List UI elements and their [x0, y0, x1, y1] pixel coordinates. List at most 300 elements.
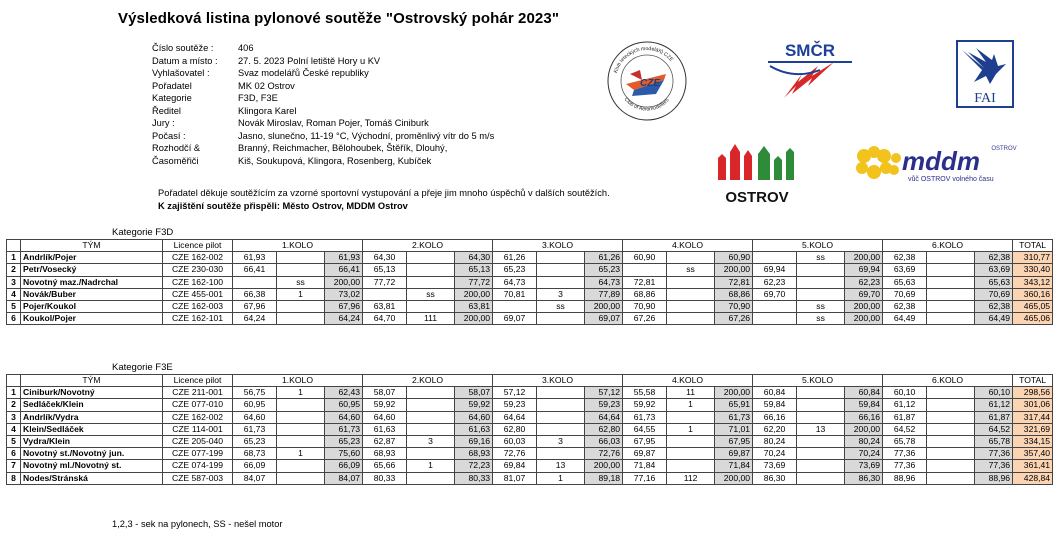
- table-row: [7, 313, 1053, 325]
- round-time-cell: 69,84: [493, 460, 537, 472]
- round-penalty-cell: [797, 411, 845, 423]
- round-sum-cell: 59,84: [845, 399, 883, 411]
- round-time-cell: 69,07: [493, 313, 537, 325]
- round-penalty-cell: [667, 313, 715, 325]
- round-penalty-cell: [277, 313, 325, 325]
- team-cell: Sedláček/Klein: [21, 399, 163, 411]
- round-time-cell: 64,70: [363, 313, 407, 325]
- total-cell: 465,05: [1013, 300, 1053, 312]
- round-time-cell: 72,81: [623, 276, 667, 288]
- round-penalty-cell: [277, 435, 325, 447]
- header-round: 5.KOLO: [753, 240, 883, 252]
- round-time-cell: 60,10: [883, 387, 927, 399]
- round-time-cell: 69,70: [753, 288, 797, 300]
- round-time-cell: 77,36: [883, 448, 927, 460]
- round-penalty-cell: [797, 435, 845, 447]
- round-time-cell: 69,87: [623, 448, 667, 460]
- round-penalty-cell: [797, 472, 845, 484]
- round-penalty-cell: [927, 252, 975, 264]
- round-penalty-cell: ss: [797, 252, 845, 264]
- round-sum-cell: 200,00: [845, 313, 883, 325]
- round-sum-cell: 65,13: [455, 264, 493, 276]
- thanks-line: K zajištění soutěže přispěli: Město Ostrov, MDDM Ostrov: [158, 201, 408, 211]
- round-time-cell: 70,24: [753, 448, 797, 460]
- round-time-cell: 62,87: [363, 435, 407, 447]
- round-sum-cell: 73,69: [845, 460, 883, 472]
- round-penalty-cell: [277, 423, 325, 435]
- info-value: Novák Miroslav, Roman Pojer, Tomáš Ciniburk: [238, 118, 429, 128]
- round-sum-cell: 66,09: [325, 460, 363, 472]
- round-time-cell: 59,84: [753, 399, 797, 411]
- round-sum-cell: 59,23: [585, 399, 623, 411]
- round-sum-cell: 69,87: [715, 448, 753, 460]
- footnote: 1,2,3 - sek na pylonech, SS - nešel motor: [112, 519, 283, 529]
- round-sum-cell: 59,92: [455, 399, 493, 411]
- licence-cell: CZE 587-003: [163, 472, 233, 484]
- round-time-cell: 59,23: [493, 399, 537, 411]
- round-sum-cell: 64,30: [455, 252, 493, 264]
- total-cell: 298,56: [1013, 387, 1053, 399]
- round-sum-cell: 77,36: [975, 460, 1013, 472]
- round-time-cell: 62,20: [753, 423, 797, 435]
- round-penalty-cell: [407, 411, 455, 423]
- round-sum-cell: 61,26: [585, 252, 623, 264]
- round-time-cell: 77,36: [883, 460, 927, 472]
- rank-cell: 6: [7, 313, 21, 325]
- table-row: [7, 460, 1053, 472]
- rank-cell: 6: [7, 448, 21, 460]
- round-sum-cell: 61,73: [325, 423, 363, 435]
- round-penalty-cell: [667, 252, 715, 264]
- round-time-cell: [623, 264, 667, 276]
- round-penalty-cell: ss: [797, 313, 845, 325]
- header-round: 1.KOLO: [233, 375, 363, 387]
- round-penalty-cell: [927, 276, 975, 288]
- round-time-cell: 64,64: [493, 411, 537, 423]
- info-value: Kiš, Soukupová, Klingora, Rosenberg, Kubíček: [238, 155, 432, 166]
- round-sum-cell: 61,73: [715, 411, 753, 423]
- rank-cell: 7: [7, 460, 21, 472]
- cze-ring-text: Klub leteckých modelářů CZE: [613, 45, 675, 74]
- header-rank: [7, 375, 21, 387]
- round-penalty-cell: [407, 399, 455, 411]
- category-f3e-title: Kategorie F3E: [112, 362, 173, 373]
- round-penalty-cell: ss: [797, 300, 845, 312]
- round-penalty-cell: [277, 264, 325, 276]
- round-sum-cell: 200,00: [585, 300, 623, 312]
- round-penalty-cell: [797, 399, 845, 411]
- round-time-cell: 69,94: [753, 264, 797, 276]
- team-cell: Andrlík/Pojer: [21, 252, 163, 264]
- round-penalty-cell: 1: [667, 423, 715, 435]
- rank-cell: 4: [7, 423, 21, 435]
- round-sum-cell: 70,69: [975, 288, 1013, 300]
- round-time-cell: 64,60: [233, 411, 277, 423]
- rank-cell: 8: [7, 472, 21, 484]
- info-label: Jury :: [152, 118, 175, 128]
- round-time-cell: 61,26: [493, 252, 537, 264]
- rank-cell: 3: [7, 411, 21, 423]
- round-sum-cell: 72,23: [455, 460, 493, 472]
- round-penalty-cell: [407, 472, 455, 484]
- total-cell: 334,15: [1013, 435, 1053, 447]
- licence-cell: CZE 230-030: [163, 264, 233, 276]
- round-sum-cell: 64,64: [585, 411, 623, 423]
- round-penalty-cell: [797, 387, 845, 399]
- round-time-cell: 71,84: [623, 460, 667, 472]
- header-team: TÝM: [21, 375, 163, 387]
- round-penalty-cell: [667, 300, 715, 312]
- header-licence: Licence pilot: [163, 375, 233, 387]
- round-penalty-cell: [537, 387, 585, 399]
- licence-cell: CZE 077-010: [163, 399, 233, 411]
- round-penalty-cell: [277, 399, 325, 411]
- table-header-row: [7, 240, 1053, 252]
- header-round: 3.KOLO: [493, 375, 623, 387]
- licence-cell: CZE 455-001: [163, 288, 233, 300]
- round-penalty-cell: [407, 264, 455, 276]
- round-penalty-cell: 111: [407, 313, 455, 325]
- total-cell: 321,69: [1013, 423, 1053, 435]
- round-time-cell: 62,38: [883, 300, 927, 312]
- round-sum-cell: 66,41: [325, 264, 363, 276]
- round-time-cell: 81,07: [493, 472, 537, 484]
- round-penalty-cell: [797, 288, 845, 300]
- round-penalty-cell: 3: [537, 288, 585, 300]
- round-sum-cell: 200,00: [715, 387, 753, 399]
- round-time-cell: 66,09: [233, 460, 277, 472]
- total-cell: 361,41: [1013, 460, 1053, 472]
- rank-cell: 5: [7, 435, 21, 447]
- round-penalty-cell: [407, 423, 455, 435]
- info-value: Klingora Karel: [238, 105, 297, 116]
- round-sum-cell: 200,00: [325, 276, 363, 288]
- rank-cell: 2: [7, 399, 21, 411]
- round-sum-cell: 80,24: [845, 435, 883, 447]
- round-sum-cell: 68,86: [715, 288, 753, 300]
- round-time-cell: 64,55: [623, 423, 667, 435]
- round-time-cell: 67,96: [233, 300, 277, 312]
- page-title: Výsledková listina pylonové soutěže "Ostrovský pohár 2023": [118, 10, 560, 27]
- header-round: 2.KOLO: [363, 375, 493, 387]
- round-sum-cell: 89,18: [585, 472, 623, 484]
- info-label: Datum a místo :: [152, 55, 218, 66]
- round-time-cell: 61,87: [883, 411, 927, 423]
- round-penalty-cell: 1: [407, 460, 455, 472]
- table-row: [7, 276, 1053, 288]
- round-sum-cell: 200,00: [845, 300, 883, 312]
- round-time-cell: 62,23: [753, 276, 797, 288]
- round-penalty-cell: [407, 448, 455, 460]
- round-time-cell: 70,69: [883, 288, 927, 300]
- team-cell: Ciniburk/Novotný: [21, 387, 163, 399]
- fai-logo: [956, 40, 1014, 108]
- round-penalty-cell: 1: [667, 399, 715, 411]
- round-sum-cell: 60,90: [715, 252, 753, 264]
- round-penalty-cell: [537, 399, 585, 411]
- info-value: MK 02 Ostrov: [238, 80, 295, 91]
- round-sum-cell: 200,00: [585, 460, 623, 472]
- round-sum-cell: 60,95: [325, 399, 363, 411]
- round-penalty-cell: [797, 460, 845, 472]
- fai-text: FAI: [974, 91, 996, 106]
- info-label: Kategorie: [152, 93, 192, 103]
- round-sum-cell: 65,78: [975, 435, 1013, 447]
- round-penalty-cell: [797, 264, 845, 276]
- round-sum-cell: 73,02: [325, 288, 363, 300]
- round-time-cell: 55,58: [623, 387, 667, 399]
- header-round: 5.KOLO: [753, 375, 883, 387]
- round-time-cell: 59,92: [363, 399, 407, 411]
- header-team: TÝM: [21, 240, 163, 252]
- table-row: [7, 387, 1053, 399]
- mddm-tagline: vůč OSTROV volného času: [908, 176, 994, 183]
- round-sum-cell: 69,16: [455, 435, 493, 447]
- round-time-cell: 61,12: [883, 399, 927, 411]
- round-time-cell: 60,03: [493, 435, 537, 447]
- round-penalty-cell: [407, 300, 455, 312]
- round-sum-cell: 70,90: [715, 300, 753, 312]
- round-time-cell: 61,93: [233, 252, 277, 264]
- header-total: TOTAL: [1013, 375, 1053, 387]
- thanks-line: Pořadatel děkuje soutěžícím za vzorné sportovní vystupování a přeje jim mnoho úspěchů v dalších soutěžích.: [158, 188, 610, 198]
- round-time-cell: 66,16: [753, 411, 797, 423]
- table-row: [7, 252, 1053, 264]
- info-label: Počasí :: [152, 130, 186, 141]
- round-penalty-cell: [927, 411, 975, 423]
- rank-cell: 1: [7, 252, 21, 264]
- round-time-cell: 65,63: [883, 276, 927, 288]
- rank-cell: 5: [7, 300, 21, 312]
- round-time-cell: 57,12: [493, 387, 537, 399]
- round-time-cell: 60,90: [623, 252, 667, 264]
- info-value: 406: [238, 43, 254, 53]
- team-cell: Novotný ml./Novotný st.: [21, 460, 163, 472]
- round-sum-cell: 62,38: [975, 300, 1013, 312]
- round-sum-cell: 57,12: [585, 387, 623, 399]
- rank-cell: 3: [7, 276, 21, 288]
- round-sum-cell: 64,73: [585, 276, 623, 288]
- team-cell: Novotný st./Novotný jun.: [21, 448, 163, 460]
- licence-cell: CZE 211-001: [163, 387, 233, 399]
- round-sum-cell: 77,89: [585, 288, 623, 300]
- team-cell: Novák/Buber: [21, 288, 163, 300]
- round-sum-cell: 72,76: [585, 448, 623, 460]
- round-penalty-cell: [927, 313, 975, 325]
- round-time-cell: 88,96: [883, 472, 927, 484]
- header-rank: [7, 240, 21, 252]
- header-round: 6.KOLO: [883, 240, 1013, 252]
- licence-cell: CZE 114-001: [163, 423, 233, 435]
- header-round: 4.KOLO: [623, 240, 753, 252]
- header-round: 2.KOLO: [363, 240, 493, 252]
- team-cell: Klein/Sedláček: [21, 423, 163, 435]
- round-sum-cell: 62,80: [585, 423, 623, 435]
- header-total: TOTAL: [1013, 240, 1053, 252]
- round-time-cell: 58,07: [363, 387, 407, 399]
- round-time-cell: [753, 300, 797, 312]
- cze-bottom-text: Club of Aeromodellers: [622, 96, 671, 113]
- round-time-cell: 64,24: [233, 313, 277, 325]
- total-cell: 343,12: [1013, 276, 1053, 288]
- round-sum-cell: 68,93: [455, 448, 493, 460]
- round-penalty-cell: 11: [667, 387, 715, 399]
- rank-cell: 1: [7, 387, 21, 399]
- round-sum-cell: 63,81: [455, 300, 493, 312]
- round-penalty-cell: [537, 423, 585, 435]
- round-time-cell: 64,73: [493, 276, 537, 288]
- round-time-cell: 65,78: [883, 435, 927, 447]
- round-sum-cell: 61,93: [325, 252, 363, 264]
- team-cell: Nodes/Stránská: [21, 472, 163, 484]
- round-sum-cell: 88,96: [975, 472, 1013, 484]
- round-time-cell: 68,93: [363, 448, 407, 460]
- round-time-cell: 84,07: [233, 472, 277, 484]
- round-sum-cell: 66,03: [585, 435, 623, 447]
- header-round: 1.KOLO: [233, 240, 363, 252]
- total-cell: 357,40: [1013, 448, 1053, 460]
- round-time-cell: 86,30: [753, 472, 797, 484]
- round-time-cell: 66,38: [233, 288, 277, 300]
- info-value: F3D, F3E: [238, 93, 278, 103]
- round-sum-cell: 75,60: [325, 448, 363, 460]
- round-sum-cell: 60,10: [975, 387, 1013, 399]
- round-time-cell: 67,26: [623, 313, 667, 325]
- round-penalty-cell: [927, 460, 975, 472]
- round-penalty-cell: [797, 276, 845, 288]
- round-time-cell: 61,73: [623, 411, 667, 423]
- round-penalty-cell: [927, 387, 975, 399]
- round-time-cell: 64,30: [363, 252, 407, 264]
- round-penalty-cell: 1: [277, 387, 325, 399]
- round-penalty-cell: [667, 288, 715, 300]
- round-sum-cell: 58,07: [455, 387, 493, 399]
- round-penalty-cell: [667, 276, 715, 288]
- round-time-cell: 64,52: [883, 423, 927, 435]
- round-penalty-cell: [797, 448, 845, 460]
- total-cell: 310,77: [1013, 252, 1053, 264]
- licence-cell: CZE 077-199: [163, 448, 233, 460]
- round-penalty-cell: [927, 399, 975, 411]
- round-penalty-cell: 13: [797, 423, 845, 435]
- round-sum-cell: 72,81: [715, 276, 753, 288]
- round-time-cell: 59,92: [623, 399, 667, 411]
- round-time-cell: 80,24: [753, 435, 797, 447]
- round-time-cell: 64,49: [883, 313, 927, 325]
- table-row: [7, 423, 1053, 435]
- round-sum-cell: 60,84: [845, 387, 883, 399]
- round-sum-cell: 64,52: [975, 423, 1013, 435]
- round-penalty-cell: 13: [537, 460, 585, 472]
- round-sum-cell: 61,12: [975, 399, 1013, 411]
- round-penalty-cell: [277, 252, 325, 264]
- round-sum-cell: 62,38: [975, 252, 1013, 264]
- total-cell: 360,16: [1013, 288, 1053, 300]
- round-sum-cell: 65,91: [715, 399, 753, 411]
- table-header-row: [7, 375, 1053, 387]
- round-sum-cell: 77,36: [975, 448, 1013, 460]
- info-value: Branný, Reichmacher, Bělohoubek, Štěřík, Dlouhý,: [238, 143, 448, 153]
- info-values: [238, 42, 494, 167]
- round-penalty-cell: ss: [407, 288, 455, 300]
- round-time-cell: 70,81: [493, 288, 537, 300]
- total-cell: 301,06: [1013, 399, 1053, 411]
- round-sum-cell: 200,00: [715, 264, 753, 276]
- round-penalty-cell: [277, 460, 325, 472]
- round-sum-cell: 200,00: [715, 472, 753, 484]
- smcr-logo: [764, 40, 856, 100]
- round-sum-cell: 62,43: [325, 387, 363, 399]
- round-sum-cell: 65,23: [585, 264, 623, 276]
- round-sum-cell: 200,00: [845, 423, 883, 435]
- round-time-cell: 65,23: [493, 264, 537, 276]
- licence-cell: CZE 162-003: [163, 300, 233, 312]
- info-label: Ředitel: [152, 105, 181, 116]
- round-penalty-cell: [927, 288, 975, 300]
- round-penalty-cell: [667, 411, 715, 423]
- header-licence: Licence pilot: [163, 240, 233, 252]
- round-time-cell: 60,84: [753, 387, 797, 399]
- round-sum-cell: 65,63: [975, 276, 1013, 288]
- round-penalty-cell: 1: [277, 448, 325, 460]
- team-cell: Petr/Vosecký: [21, 264, 163, 276]
- round-time-cell: 68,73: [233, 448, 277, 460]
- round-sum-cell: 64,60: [325, 411, 363, 423]
- round-time-cell: 60,95: [233, 399, 277, 411]
- round-penalty-cell: [927, 448, 975, 460]
- round-penalty-cell: [927, 300, 975, 312]
- licence-cell: CZE 162-002: [163, 252, 233, 264]
- round-sum-cell: 66,16: [845, 411, 883, 423]
- team-cell: Novotný maz./Nadrchal: [21, 276, 163, 288]
- round-penalty-cell: ss: [277, 276, 325, 288]
- round-time-cell: 63,69: [883, 264, 927, 276]
- round-penalty-cell: [537, 448, 585, 460]
- round-penalty-cell: [667, 448, 715, 460]
- round-sum-cell: 70,24: [845, 448, 883, 460]
- smcr-text: SMČR: [784, 41, 836, 60]
- mddm-text: mddm: [902, 146, 980, 176]
- table-row: [7, 264, 1053, 276]
- round-time-cell: [753, 313, 797, 325]
- round-sum-cell: 200,00: [455, 288, 493, 300]
- round-sum-cell: 64,24: [325, 313, 363, 325]
- round-time-cell: 70,90: [623, 300, 667, 312]
- round-sum-cell: 69,70: [845, 288, 883, 300]
- round-sum-cell: 86,30: [845, 472, 883, 484]
- total-cell: 465,06: [1013, 313, 1053, 325]
- licence-cell: CZE 162-101: [163, 313, 233, 325]
- ostrov-logo: [712, 140, 802, 206]
- info-label: Časoměřiči: [152, 155, 199, 166]
- round-sum-cell: 67,96: [325, 300, 363, 312]
- info-label: Číslo soutěže :: [152, 43, 214, 53]
- round-penalty-cell: [407, 252, 455, 264]
- total-cell: 428,84: [1013, 472, 1053, 484]
- round-penalty-cell: [537, 411, 585, 423]
- round-time-cell: 73,69: [753, 460, 797, 472]
- round-sum-cell: 61,63: [455, 423, 493, 435]
- mddm-small-text: OSTROV: [991, 146, 1017, 152]
- round-time-cell: 62,80: [493, 423, 537, 435]
- round-sum-cell: 71,84: [715, 460, 753, 472]
- round-time-cell: 61,63: [363, 423, 407, 435]
- round-time-cell: [363, 288, 407, 300]
- round-penalty-cell: [407, 387, 455, 399]
- round-time-cell: 65,13: [363, 264, 407, 276]
- round-penalty-cell: ss: [537, 300, 585, 312]
- table-row: [7, 288, 1053, 300]
